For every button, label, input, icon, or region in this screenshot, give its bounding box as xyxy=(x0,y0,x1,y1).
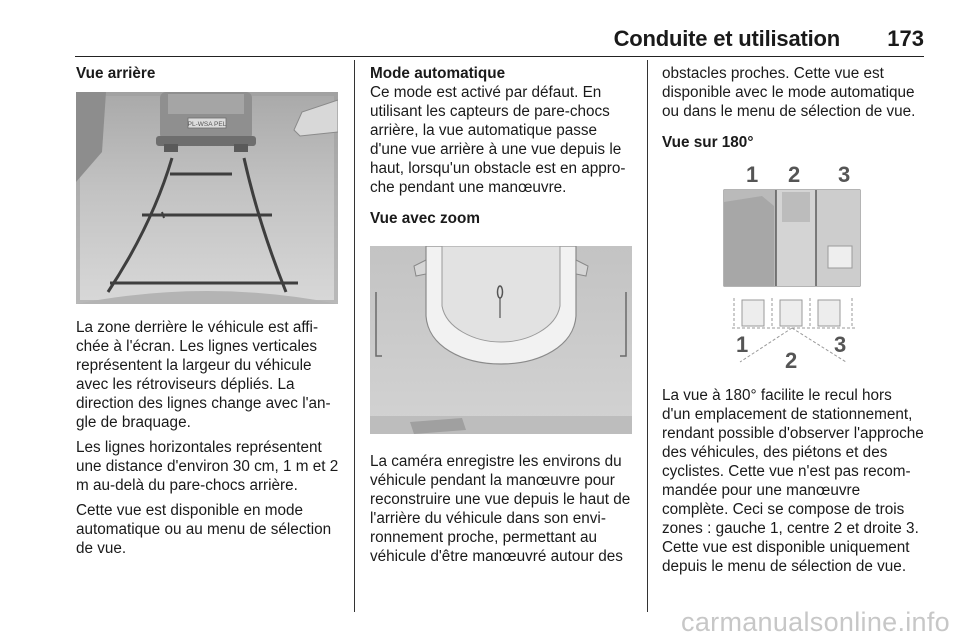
heading-rear-view: Vue arrière xyxy=(76,65,156,82)
zoom-view-paragraph: La caméra enregistre les environs du véhicule pendant la manœuvre pour reconstruire une vue depuis le haut de l'arrière du véhicule dans son environnement proche, permettant au véhicule d'être manœuvré autour des xyxy=(370,453,631,565)
column-2 xyxy=(370,64,634,572)
zone-label-top-1: 1 xyxy=(746,162,759,187)
continued-paragraph: obstacles proches. Cette vue est disponible avec le mode automatique ou dans le menu de sélection de vue. xyxy=(662,65,916,120)
plate-text: PL-WSA PEL xyxy=(187,121,227,128)
heading-automatic-mode: Mode automatique xyxy=(370,65,506,82)
header-title: Conduite et utilisation xyxy=(613,26,840,51)
rear-view-paragraph-2: Les lignes horizontales représentent une distance d'environ 30 cm, 1 m et 2 m au-delà du pare-chocs arrière. xyxy=(76,439,339,494)
page-number: 173 xyxy=(887,26,924,51)
rear-view-paragraph-3: Cette vue est disponible en mode automatique ou au menu de sélection de vue. xyxy=(76,502,332,557)
zone-label-bottom-1: 1 xyxy=(736,332,749,357)
zone-label-bottom-2: 2 xyxy=(785,348,798,372)
header-rule xyxy=(75,56,924,57)
heading-180-view: Vue sur 180° xyxy=(662,134,754,151)
zone-label-top-3: 3 xyxy=(838,162,851,187)
rear-camera-figure xyxy=(76,92,338,304)
column-separator-2 xyxy=(647,60,648,612)
zone-label-top-2: 2 xyxy=(788,162,801,187)
heading-zoom-view: Vue avec zoom xyxy=(370,210,480,227)
column-separator-1 xyxy=(354,60,355,612)
page-header xyxy=(0,0,960,58)
rear-view-paragraph-1: La zone derrière le véhicule est affichée à l'écran. Les lignes verticales représentent la largeur du véhicule avec les rétroviseurs dépliés. La direction des lignes change avec l'angle de braquage. xyxy=(76,319,331,431)
zoom-view-figure xyxy=(370,246,632,434)
view-180-paragraph: La vue à 180° facilite le recul hors d'un emplacement de stationnement, rendant possible d'observer l'approche des véhicules, des piétons et des cyclistes. Cette vue n'est pas recommandée pour une manœuvre complète. Ceci se compose de trois zones : gauche 1, centre 2 et droite 3. Cette vue est disponible uniquement depuis le menu de sélection de vue. xyxy=(662,387,924,575)
automatic-mode-paragraph: Ce mode est activé par défaut. En utilisant les capteurs de pare-chocs arrière, la vue automatique passe d'une vue arrière à une vue depuis le haut, lorsqu'un obstacle est en approche pendant une manœuvre. xyxy=(370,84,626,196)
column-3 xyxy=(662,64,924,582)
column-1 xyxy=(76,64,342,564)
watermark: carmanualsonline.info xyxy=(681,607,950,637)
zone-label-bottom-3: 3 xyxy=(834,332,847,357)
view-180-figure xyxy=(662,162,924,372)
